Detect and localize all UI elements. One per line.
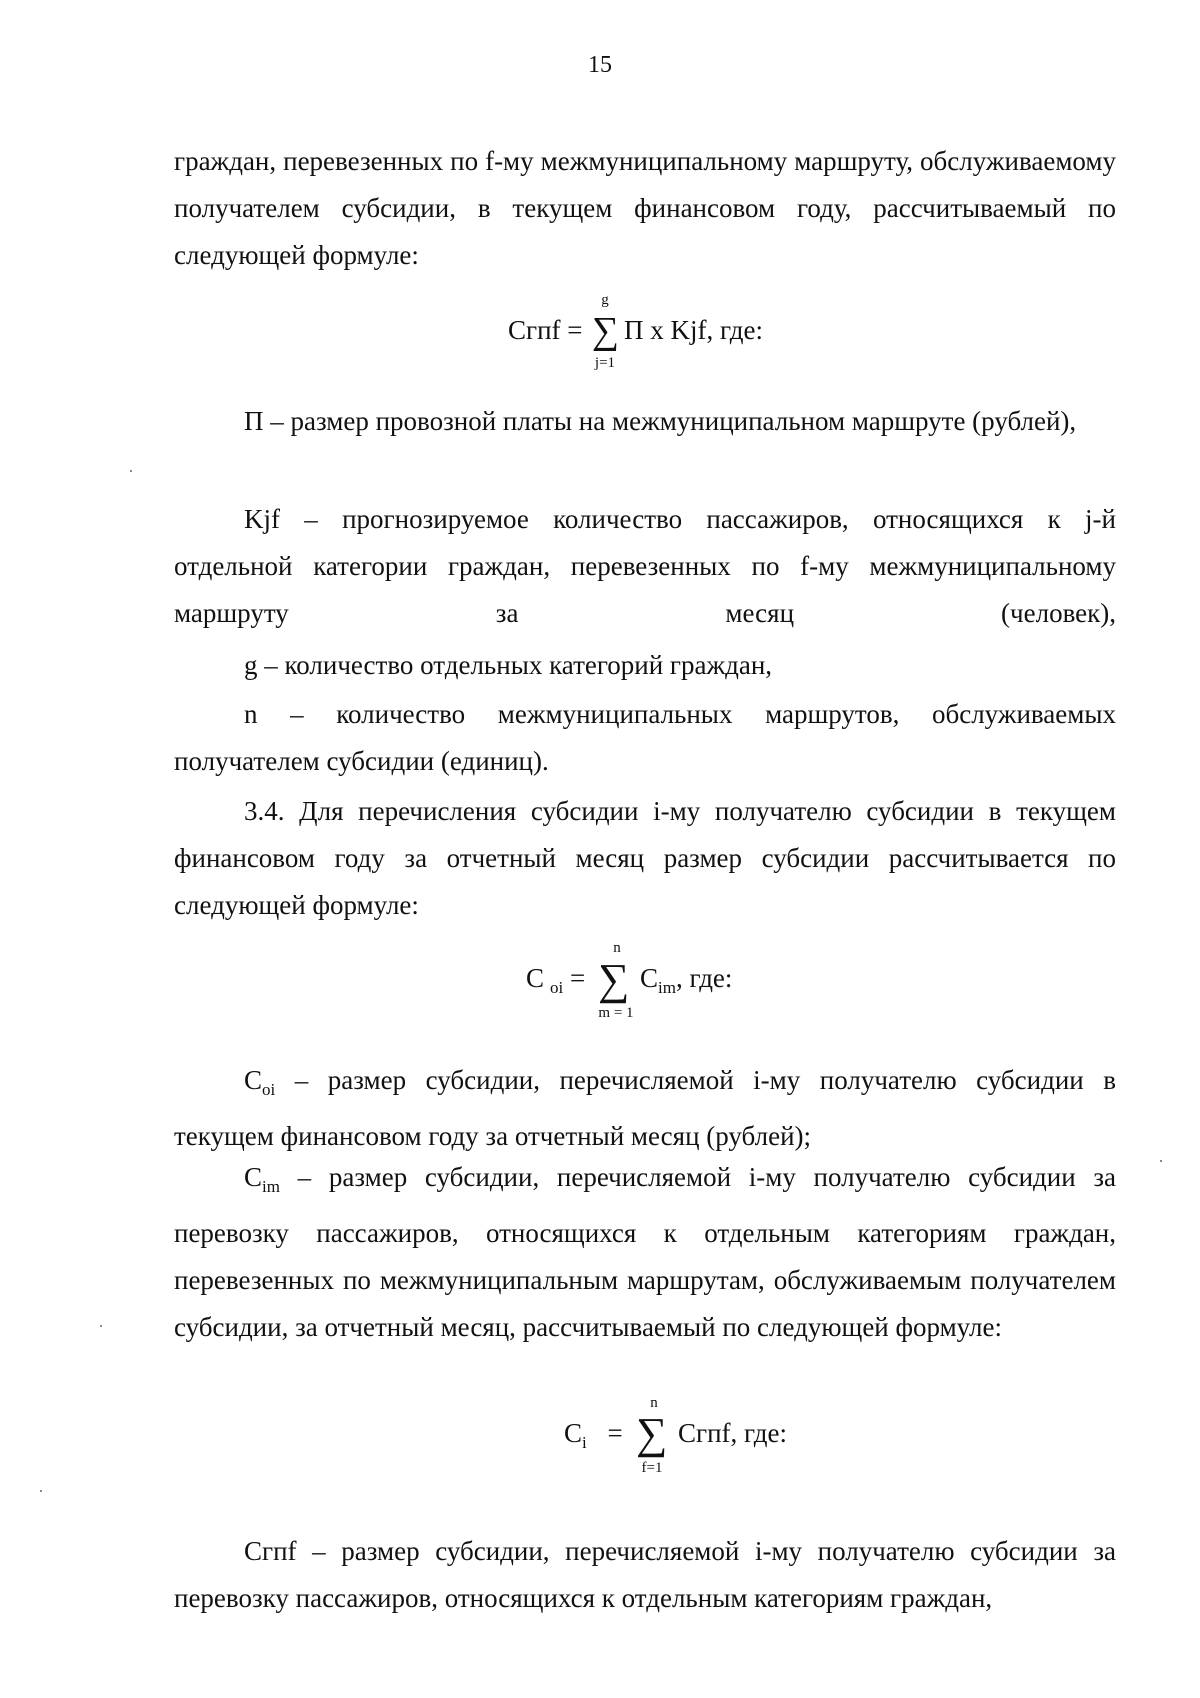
formula-2-lower-limit: m = 1	[598, 1005, 634, 1021]
formula-3-upper-limit: n	[650, 1395, 658, 1411]
paragraph-1: граждан, перевезенных по f-му межмуниципальному маршруту, обслуживаемому получателем субсидии, в текущем финансовом году, рассчитываемый по следующей формуле:	[174, 146, 1116, 270]
scan-speck	[100, 1325, 102, 1327]
paragraph-7: $C_{oi}$ – размер субсидии, перечисляемой i-му получателю субсидии в текущем финансовом году за отчетный месяц (рублей);	[174, 1065, 1116, 1151]
scan-speck	[40, 1490, 42, 1492]
scan-speck	[1160, 1160, 1162, 1162]
paragraph-4: g – количество отдельных категорий граждан,	[244, 650, 773, 680]
formula-1-sum-symbol: ∑	[592, 310, 620, 352]
formula-3-lhs: $C_i$ =	[564, 1418, 623, 1452]
paragraph-8: $C_{im}$ – размер субсидии, перечисляемой i-му получателю субсидии за перевозку пассажиров, относящихся к отдельным категориям граждан, перевезенных по межмуниципальным маршрутам, обслуживаемым получателем субсидии, за отчетный месяц, рассчитываемый по следующей формуле:	[174, 1162, 1116, 1342]
formula-1-lhs: Сгпf =	[508, 315, 583, 345]
formula-2-lhs: C $_{oi}$ =	[526, 963, 586, 997]
formula-3-rhs: Сгпf, где:	[678, 1418, 787, 1448]
page-number: 15	[588, 52, 612, 78]
paragraph-9: Сгпf – размер субсидии, перечисляемой i-му получателю субсидии за перевозку пассажиров, относящихся к отдельным категориям граждан,	[174, 1536, 1116, 1613]
formula-2-sum-symbol: ∑	[598, 955, 630, 1004]
formula-2-upper-limit: n	[613, 940, 621, 956]
formula-1-upper-limit: g	[601, 292, 609, 308]
paragraph-3: Kjf – прогнозируемое количество пассажиров, относящихся к j-й отдельной категории граждан, перевезенных по f-му межмуниципальному маршруту за месяц (человек),	[174, 504, 1116, 628]
paragraph-5: n – количество межмуниципальных маршрутов, обслуживаемых получателем субсидии (единиц).	[174, 699, 1116, 776]
paragraph-6: 3.4. Для перечисления субсидии i-му получателю субсидии в текущем финансовом году за отчетный месяц размер субсидии рассчитывается по следующей формуле:	[174, 796, 1116, 920]
formula-1-rhs: П х Kjf, где:	[624, 315, 763, 345]
formula-3-lower-limit: f=1	[641, 1460, 663, 1476]
formula-1-lower-limit: j=1	[594, 355, 616, 371]
scan-speck	[130, 470, 132, 472]
formula-2-rhs: $C_{im}$, где:	[640, 963, 733, 997]
formula-3-sum-symbol: ∑	[636, 1409, 668, 1458]
paragraph-2: П – размер провозной платы на межмуниципальном маршруте (рублей),	[244, 406, 1077, 436]
